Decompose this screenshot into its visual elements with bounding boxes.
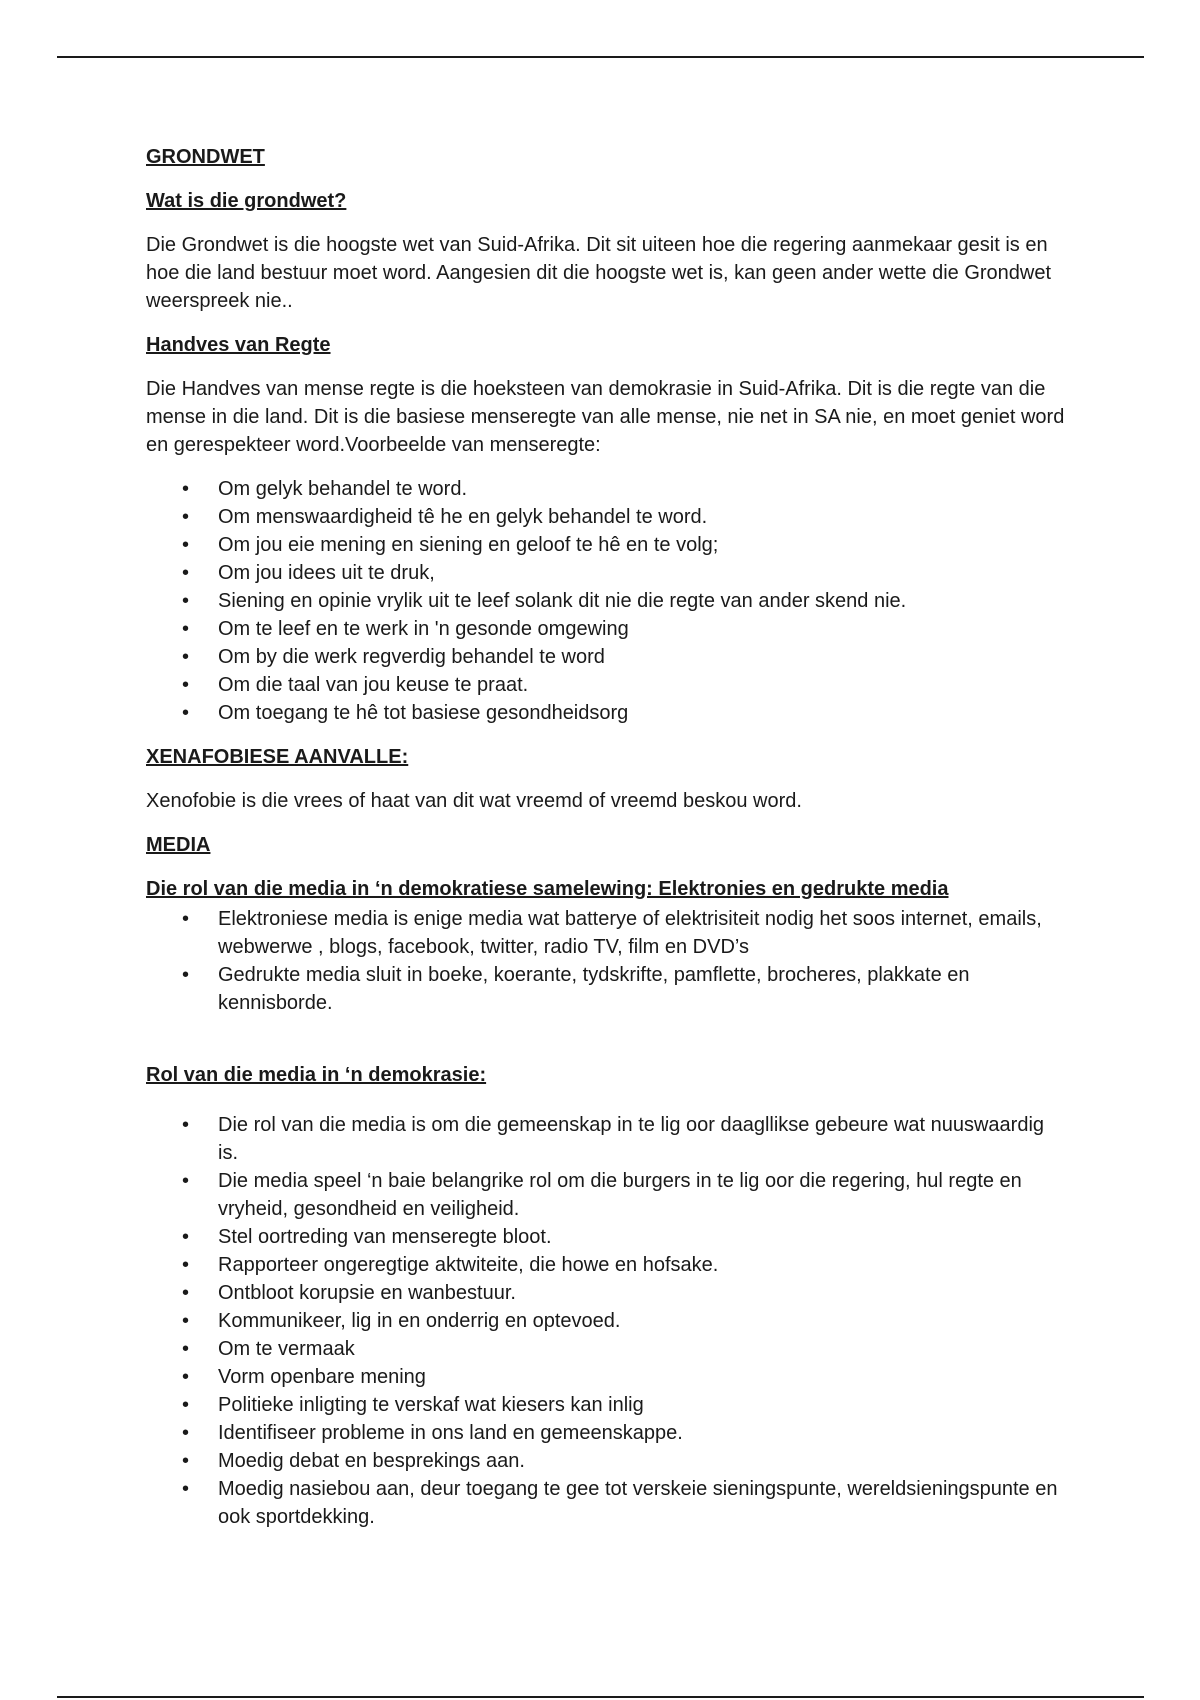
list-item: • Die media speel ‘n baie belangrike rol om die burgers in te lig oor die regering, hul regte en vryheid, gesondheid en veiligheid.	[146, 1167, 1066, 1223]
list-item: • Om gelyk behandel te word.	[146, 475, 1066, 503]
list-item: • Gedrukte media sluit in boeke, koerante, tydskrifte, pamflette, brocheres, plakkate en kennisborde.	[146, 961, 1066, 1017]
list-item: • Om te vermaak	[146, 1335, 1066, 1363]
header-rule	[57, 56, 1144, 58]
document-body	[146, 143, 1066, 1531]
demokrasie-heading: Rol van die media in ‘n demokrasie:	[146, 1064, 487, 1086]
list-item: • Om jou idees uit te druk,	[146, 559, 1066, 587]
xeno-heading: XENAFOBIESE AANVALLE:	[146, 746, 409, 768]
grondwet-title: GRONDWET	[146, 146, 265, 168]
media-rol-heading: Die rol van die media in ‘n demokratiese samelewing: Elektronies en gedrukte media	[146, 878, 949, 900]
list-item: • Om te leef en te werk in 'n gesonde omgewing	[146, 615, 1066, 643]
list-item: • Moedig debat en besprekings aan.	[146, 1447, 1066, 1475]
list-item: • Om jou eie mening en siening en geloof te hê en te volg;	[146, 531, 1066, 559]
list-item: • Rapporteer ongeregtige aktwiteite, die howe en hofsake.	[146, 1251, 1066, 1279]
wat-is-heading: Wat is die grondwet?	[146, 190, 347, 212]
list-item: • Elektroniese media is enige media wat batterye of elektrisiteit nodig het soos internet, emails, webwerwe , blogs, facebook, twitter, radio TV, film en DVD’s	[146, 905, 1066, 961]
demokrasie-list	[146, 1111, 1066, 1531]
regte-list	[146, 475, 1066, 727]
list-item: • Siening en opinie vrylik uit te leef solank dit nie die regte van ander skend nie.	[146, 587, 1066, 615]
list-item: • Om by die werk regverdig behandel te word	[146, 643, 1066, 671]
list-item: • Kommunikeer, lig in en onderrig en optevoed.	[146, 1307, 1066, 1335]
list-item: • Vorm openbare mening	[146, 1363, 1066, 1391]
list-item: • Moedig nasiebou aan, deur toegang te gee tot verskeie sieningspunte, wereldsieningspunte en ook sportdekking.	[146, 1475, 1066, 1531]
footer-rule	[57, 1696, 1144, 1698]
list-item: • Die rol van die media is om die gemeenskap in te lig oor daagllikse gebeure wat nuuswaardig is.	[146, 1111, 1066, 1167]
list-item: • Om menswaardigheid tê he en gelyk behandel te word.	[146, 503, 1066, 531]
list-item: • Stel oortreding van menseregte bloot.	[146, 1223, 1066, 1251]
media-types-list	[146, 905, 1066, 1017]
list-item: • Om toegang te hê tot basiese gesondheidsorg	[146, 699, 1066, 727]
list-item: • Identifiseer probleme in ons land en gemeenskappe.	[146, 1419, 1066, 1447]
handves-paragraph: Die Handves van mense regte is die hoeksteen van demokrasie in Suid-Afrika. Dit is die regte van die mense in die land. Dit is die basiese menseregte van alle mense, nie net in SA nie, en moet geniet word en gerespekteer word.Voorbeelde van menseregte:	[146, 378, 1065, 456]
list-item: • Politieke inligting te verskaf wat kiesers kan inlig	[146, 1391, 1066, 1419]
list-item: • Ontbloot korupsie en wanbestuur.	[146, 1279, 1066, 1307]
list-item: • Om die taal van jou keuse te praat.	[146, 671, 1066, 699]
media-title: MEDIA	[146, 834, 211, 856]
xeno-paragraph: Xenofobie is die vrees of haat van dit wat vreemd of vreemd beskou word.	[146, 790, 802, 812]
wat-is-paragraph: Die Grondwet is die hoogste wet van Suid-Afrika. Dit sit uiteen hoe die regering aanmekaar gesit is en hoe die land bestuur moet word. Aangesien dit die hoogste wet is, kan geen ander wette die Grondwet weerspreek nie..	[146, 234, 1052, 312]
handves-heading: Handves van Regte	[146, 334, 331, 356]
